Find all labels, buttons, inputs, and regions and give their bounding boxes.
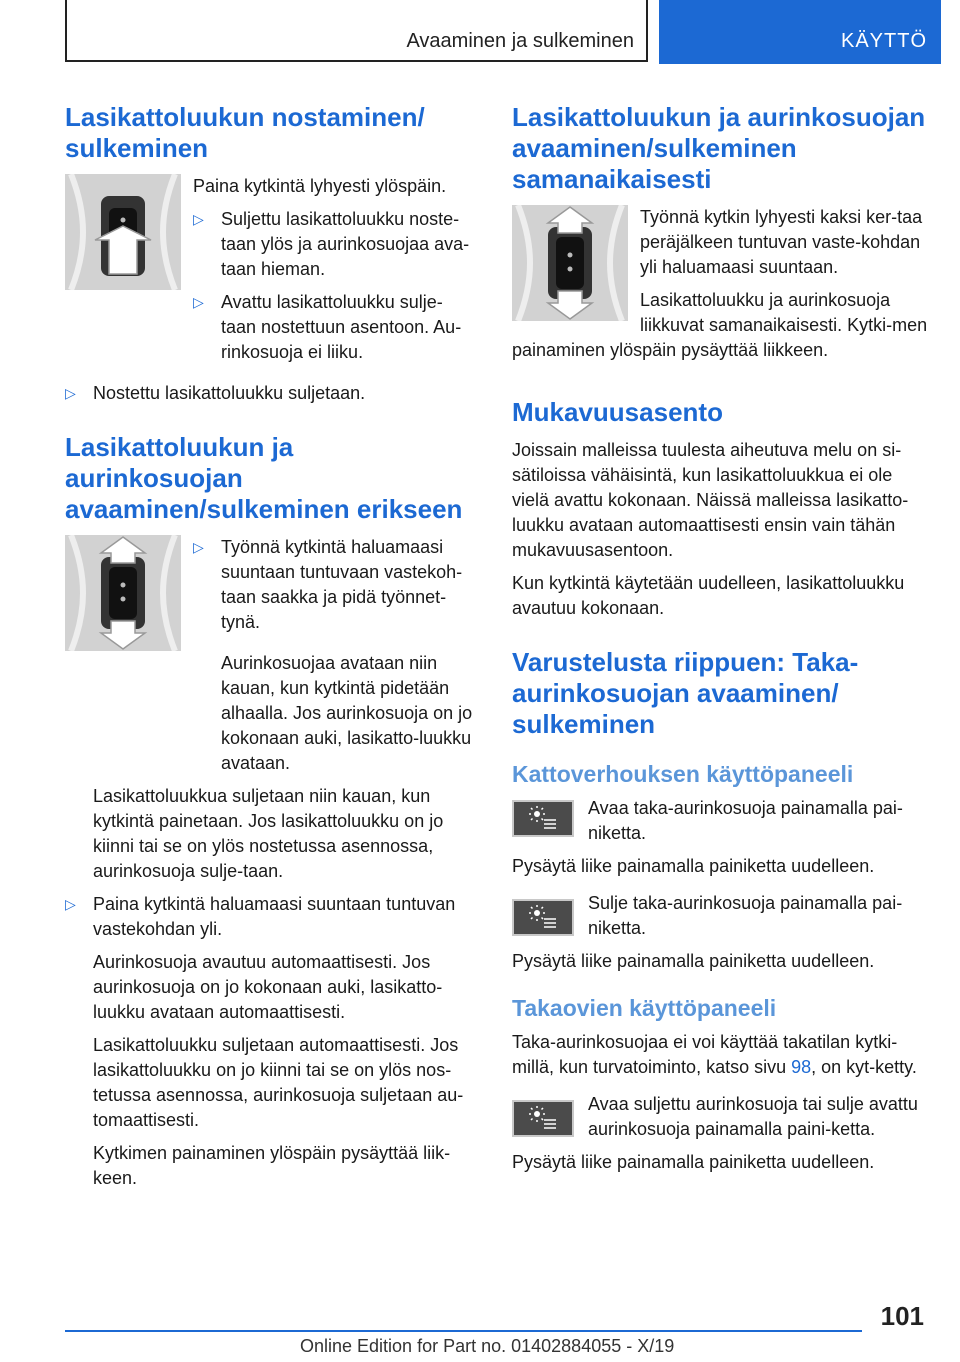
list-item-text: Työnnä kytkintä haluamaasi suuntaan tuntuvaan vastekoh-taan saakka ja pidä työnnet-tynä. — [221, 537, 463, 632]
header-section-box — [65, 0, 648, 62]
footer-edition: Online Edition for Part no. 01402884055 - X/19 — [300, 1336, 675, 1356]
paragraph-child-lock-a: Taka-aurinkosuojaa ei voi käyttää takatilan kytki-millä, kun turvatoiminto, katso sivu — [512, 1032, 898, 1077]
paragraph-child-lock — [512, 1030, 928, 1080]
list-separately-1 — [193, 535, 477, 643]
paragraph-child-lock-b: , on kyt-ketty. — [811, 1057, 917, 1077]
right-column — [512, 102, 928, 1183]
subheading-rear-door-panel: Takaovien käyttöpaneeli — [512, 995, 777, 1021]
heading-rear-sunshade: Varustelusta riippuen: Taka-aurinkosuojan avaaminen/ sulkeminen — [512, 647, 859, 739]
left-column — [65, 102, 477, 1199]
page-link[interactable]: 98 — [791, 1057, 812, 1077]
heading-simultaneous: Lasikattoluukun ja aurinkosuojan avaaminen/sulkeminen samanaikaisesti — [512, 102, 926, 194]
header-chapter-tab — [659, 0, 941, 64]
list-raise-close — [193, 207, 477, 373]
paragraph-stop-3: Pysäytä liike painamalla painiketta uudelleen. — [512, 1152, 875, 1172]
paragraph-auto-open: Aurinkosuoja avautuu automaattisesti. Jos aurinkosuoja on jo kokonaan auki, lasikatto-luukku avataan automaattisesti. — [93, 952, 443, 1022]
paragraph-comfort-2: Kun kytkintä käytetään uudelleen, lasikattoluukku avautuu kokonaan. — [512, 573, 905, 618]
paragraph-stop-2: Pysäytä liike painamalla painiketta uudelleen. — [512, 951, 875, 971]
header-section-title: Avaaminen ja sulkeminen — [406, 30, 634, 52]
paragraph-close-rear: Sulje taka-aurinkosuoja painamalla pai-niketta. — [588, 893, 903, 938]
roof-switch-updown-figure — [65, 535, 181, 651]
subheading-headliner-panel: Kattoverhouksen käyttöpaneeli — [512, 761, 854, 787]
list-item: ▷ Nostettu lasikattoluukku suljetaan. — [65, 381, 477, 406]
paragraph-rear-door-button: Avaa suljettu aurinkosuoja tai sulje avattu aurinkosuoja painamalla paini-ketta. — [588, 1094, 918, 1139]
paragraph-stop-1: Pysäytä liike painamalla painiketta uudelleen. — [512, 856, 875, 876]
header-chapter-title: KÄYTTÖ — [840, 30, 927, 52]
heading-comfort-position: Mukavuusasento — [512, 397, 723, 427]
list-raised-close — [65, 381, 477, 406]
paragraph-roof-close: Lasikattoluukkua suljetaan niin kauan, kun kytkintä painetaan. Jos lasikattoluukku on jo kiinni tai se on ylös nostetussa asennossa, aurinkosuoja sulje-taan. — [93, 786, 444, 881]
paragraph-double-push: Työnnä kytkin lyhyesti kaksi ker-taa peräjälkeen tuntuvan vaste-kohdan yli haluamaasi suuntaan. — [640, 207, 923, 277]
sunshade-button-icon — [512, 1100, 574, 1137]
paragraph-sunshade-open: Aurinkosuojaa avataan niin kauan, kun kytkintä pidetään alhaalla. Jos aurinkosuoja on jo kokonaan auki, lasikatto-luukku avataan. — [221, 653, 473, 773]
paragraph-open-rear: Avaa taka-aurinkosuoja painamalla pai-niketta. — [588, 798, 903, 843]
footer-divider — [65, 1330, 862, 1332]
paragraph-auto-close: Lasikattoluukku suljetaan automaattisesti. Jos lasikattoluukku on jo kiinni tai se on ylös nos-tetussa asennossa, aurinkosuoja suljetaan au-tomaattisesti. — [93, 1035, 464, 1130]
list-separately-2 — [65, 892, 477, 942]
sunshade-button-icon — [512, 800, 574, 837]
intro-press-up: Paina kytkintä lyhyesti ylöspäin. — [193, 176, 447, 196]
list-item: ▷ Paina kytkintä haluamaasi suuntaan tuntuvan vastekohdan yli. — [65, 892, 477, 942]
paragraph-comfort-1: Joissain malleissa tuulesta aiheutuva melu on si-sätiloissa vähäisintä, kun lasikattoluukkua ei ole vielä avattu kokonaan. Näissä malleissa lasikatto-luukku avataan automaattisesti ensin vain tähän mukavuusasentoon. — [512, 440, 909, 560]
sunshade-button-icon — [512, 899, 574, 936]
list-item — [193, 535, 477, 635]
heading-raise-close: Lasikattoluukun nostaminen/ sulkeminen — [65, 102, 425, 163]
page-number: 101 — [880, 1301, 924, 1331]
roof-switch-updown-figure — [512, 205, 628, 321]
list-item: ▷ Suljettu lasikattoluukku noste-taan ylös ja aurinkosuojaa ava-taan hieman. — [193, 207, 477, 282]
heading-separately: Lasikattoluukun ja aurinkosuojan avaaminen/sulkeminen erikseen — [65, 432, 463, 524]
paragraph-stop: Kytkimen painaminen ylöspäin pysäyttää liik-keen. — [93, 1143, 451, 1188]
list-item: ▷ Avattu lasikattoluukku sulje-taan nostettuun asentoon. Au-rinkosuoja ei liiku. — [193, 290, 477, 365]
paragraph-move-together: Lasikattoluukku ja aurinkosuoja liikkuvat samanaikaisesti. Kytki-men painaminen ylöspäin pysäyttää liikkeen. — [512, 290, 928, 360]
roof-switch-up-figure — [65, 174, 181, 290]
